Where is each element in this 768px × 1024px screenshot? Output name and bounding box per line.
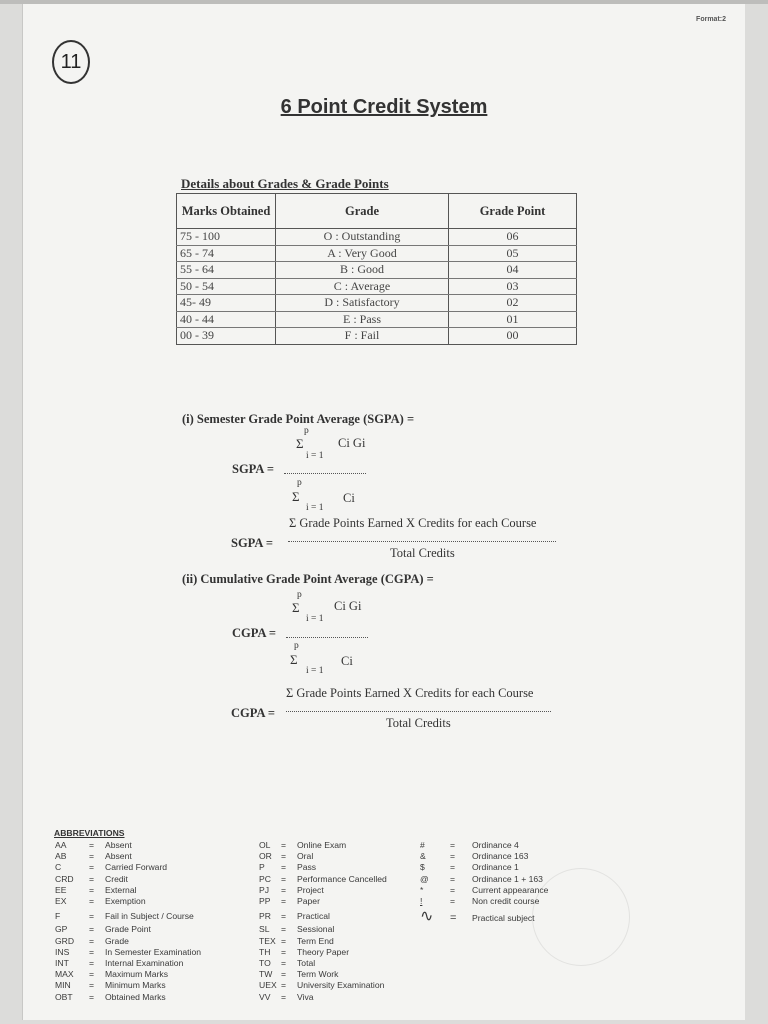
cgpa-denominator: Ci (341, 654, 353, 668)
abbr-key: ! (420, 896, 423, 907)
abbr-key: MIN (55, 980, 71, 991)
abbr-item (259, 911, 387, 922)
abbr-value: Viva (297, 991, 314, 1002)
abbr-key: OR (259, 851, 272, 862)
table-row (177, 262, 577, 279)
abbr-value: Term Work (297, 969, 339, 980)
abbr-item (259, 862, 387, 873)
abbr-eq: = (89, 851, 95, 862)
abbr-key: SL (259, 924, 270, 935)
sgpa-upper-limit: p (304, 426, 309, 436)
abbr-eq: = (89, 862, 95, 873)
abbr-item (259, 992, 387, 1003)
abbr-eq: = (281, 851, 287, 862)
grade-point-cell: 05 (449, 245, 577, 262)
abbr-value: Current appearance (472, 884, 549, 895)
abbr-eq: = (281, 980, 287, 991)
abbr-value: Online Exam (297, 840, 347, 850)
abbr-eq: = (89, 924, 95, 935)
abbr-item (259, 924, 387, 935)
abbr-eq: = (450, 884, 456, 895)
abbr-value: Ordinance 163 (472, 851, 529, 862)
abbr-eq: = (89, 958, 95, 969)
abbr-eq: = (89, 873, 95, 884)
header-grade: Grade (276, 194, 449, 229)
header-marks: Marks Obtained (177, 194, 276, 229)
abbr-item (259, 958, 387, 969)
header-grade-point: Grade Point (449, 194, 577, 229)
abbr-key: GP (55, 924, 68, 935)
abbr-value: Performance Cancelled (297, 873, 387, 884)
abbr-key: TO (259, 958, 271, 969)
cgpa-fraction-bar (286, 637, 368, 638)
abbr-key: PP (259, 896, 271, 907)
grade-cell: O : Outstanding (276, 229, 449, 246)
sgpa-lower-limit-denominator: i = 1 (306, 503, 324, 513)
cgpa-label: CGPA = (232, 626, 277, 640)
format-label: Format:2 (696, 16, 726, 23)
abbr-eq: = (89, 969, 95, 980)
abbreviations-column-3 (420, 840, 548, 924)
abbr-eq: = (450, 851, 456, 862)
abbr-eq: = (281, 896, 287, 907)
abbr-value: Sessional (297, 924, 335, 935)
abbr-value: Theory Paper (297, 946, 350, 957)
grade-cell: C : Average (276, 278, 449, 295)
cgpa-text-denominator: Total Credits (386, 716, 451, 730)
abbr-value: Term End (297, 935, 334, 946)
abbr-value: Absent (105, 840, 132, 850)
abbr-key: P (259, 862, 265, 873)
abbr-eq: = (281, 873, 287, 884)
abbr-item (55, 992, 201, 1003)
abbr-key: & (420, 851, 426, 862)
abbr-key: EE (55, 884, 67, 895)
abbr-eq: = (281, 969, 287, 980)
abbr-value: Practical (297, 911, 330, 922)
abbr-eq: = (281, 840, 287, 850)
abbr-item (420, 874, 548, 885)
abbr-key: PR (259, 911, 271, 922)
abbr-value: Credit (105, 873, 128, 884)
abbr-eq: = (450, 873, 456, 884)
abbr-item (420, 885, 548, 896)
abbr-item (259, 851, 387, 862)
abbreviations-title: ABBREVIATIONS (54, 828, 125, 838)
table-row (177, 295, 577, 312)
abbr-eq: = (89, 911, 95, 922)
abbr-item (259, 840, 387, 851)
handwritten-page-number: 11 (52, 40, 90, 84)
abbr-eq: = (281, 991, 287, 1002)
abbr-key: TH (259, 946, 271, 957)
abbr-key: * (420, 884, 424, 895)
abbr-key: OL (259, 840, 271, 850)
abbr-item (259, 896, 387, 907)
abbr-item (55, 862, 201, 873)
abbr-value: Exemption (105, 896, 146, 907)
abbr-value: Grade (105, 935, 129, 946)
abbr-value: Grade Point (105, 924, 151, 935)
abbr-item (55, 947, 201, 958)
grade-cell: D : Satisfactory (276, 295, 449, 312)
abbr-eq: = (89, 840, 95, 850)
abbr-key: GRD (55, 935, 75, 946)
abbr-value: Non credit course (472, 896, 540, 907)
abbreviations-column-1 (55, 840, 201, 1003)
abbr-item (259, 947, 387, 958)
marks-cell: 45- 49 (177, 295, 276, 312)
marks-cell: 40 - 44 (177, 311, 276, 328)
cgpa-heading: (ii) Cumulative Grade Point Average (CGPA) = (182, 572, 434, 586)
abbr-eq: = (89, 935, 95, 946)
abbr-value: Maximum Marks (105, 969, 169, 980)
abbr-item (420, 896, 548, 907)
abbr-key: AB (55, 851, 67, 862)
abbr-item (259, 980, 387, 991)
abbr-item (420, 908, 548, 926)
abbr-key: @ (420, 873, 429, 884)
table-row (177, 229, 577, 246)
cgpa-sigma-numerator: Σ (292, 600, 300, 615)
abbr-eq: = (89, 884, 95, 895)
marks-cell: 65 - 74 (177, 245, 276, 262)
sgpa-text-denominator: Total Credits (390, 546, 455, 560)
abbr-key: F (55, 911, 61, 922)
cgpa-upper-limit-denominator: p (294, 641, 299, 651)
abbr-value: External (105, 884, 137, 895)
sgpa-numerator: Ci Gi (338, 436, 366, 450)
abbr-item (55, 980, 201, 991)
abbr-key: VV (259, 991, 271, 1002)
abbr-value: Ordinance 1 (472, 862, 519, 873)
abbr-value: Internal Examination (105, 958, 184, 969)
cgpa-numerator: Ci Gi (334, 599, 362, 613)
sgpa-sigma-denominator: Σ (292, 489, 300, 504)
marks-cell: 00 - 39 (177, 328, 276, 345)
abbr-eq: = (281, 924, 287, 935)
abbr-item (420, 862, 548, 873)
cgpa-sigma-denominator: Σ (290, 652, 298, 667)
abbr-value: Ordinance 1 + 163 (472, 873, 543, 884)
table-row (177, 328, 577, 345)
abbr-key: UEX (259, 980, 277, 991)
table-row (177, 245, 577, 262)
abbr-eq: = (450, 896, 456, 907)
abbr-value: Obtained Marks (105, 991, 166, 1002)
abbr-key-practical-symbol: ∿ (420, 908, 434, 926)
abbr-key: PJ (259, 884, 270, 895)
abbr-item (55, 924, 201, 935)
grade-point-cell: 03 (449, 278, 577, 295)
abbr-item (55, 911, 201, 922)
sgpa-upper-limit-denominator: p (297, 478, 302, 488)
cgpa-lower-limit: i = 1 (306, 614, 324, 624)
grade-cell: F : Fail (276, 328, 449, 345)
abbr-eq: = (89, 991, 95, 1002)
abbr-value: Minimum Marks (105, 980, 166, 991)
cgpa-text-numerator: Σ Grade Points Earned X Credits for each Course (286, 686, 534, 700)
abbr-item (259, 874, 387, 885)
cgpa-lower-limit-denominator: i = 1 (306, 666, 324, 676)
sgpa-sigma-numerator: Σ (296, 436, 304, 451)
cgpa-label-text: CGPA = (231, 706, 276, 720)
abbr-item (420, 840, 548, 851)
grade-point-cell: 00 (449, 328, 577, 345)
cgpa-upper-limit: p (297, 590, 302, 600)
abbr-key: EX (55, 896, 67, 907)
abbr-eq: = (281, 946, 287, 957)
abbr-value: Carried Forward (105, 862, 168, 873)
marks-cell: 50 - 54 (177, 278, 276, 295)
grade-cell: E : Pass (276, 311, 449, 328)
grade-cell: B : Good (276, 262, 449, 279)
sgpa-text-numerator: Σ Grade Points Earned X Credits for each Course (289, 516, 537, 530)
abbr-key: PC (259, 873, 271, 884)
abbr-value: Oral (297, 851, 314, 862)
abbr-value: Practical subject (472, 913, 535, 924)
sgpa-lower-limit: i = 1 (306, 451, 324, 461)
abbr-key: TW (259, 969, 273, 980)
abbr-item (55, 896, 201, 907)
abbr-eq: = (281, 862, 287, 873)
abbr-item (259, 969, 387, 980)
grade-point-cell: 01 (449, 311, 577, 328)
abbr-key: C (55, 862, 62, 873)
abbr-item (55, 958, 201, 969)
sgpa-denominator: Ci (343, 491, 355, 505)
sgpa-heading: (i) Semester Grade Point Average (SGPA) = (182, 412, 415, 426)
abbr-item (55, 840, 201, 851)
grade-point-cell: 04 (449, 262, 577, 279)
abbr-eq: = (89, 980, 95, 991)
abbr-eq: = (450, 840, 456, 850)
abbreviations-column-2 (259, 840, 387, 1003)
abbr-eq: = (281, 958, 287, 969)
table-caption: Details about Grades & Grade Points (181, 176, 389, 191)
abbr-value: Paper (297, 896, 320, 907)
abbr-eq: = (450, 862, 456, 873)
abbr-item (55, 936, 201, 947)
abbr-value: Fail in Subject / Course (105, 911, 194, 922)
marks-cell: 75 - 100 (177, 229, 276, 246)
abbr-eq: = (281, 935, 287, 946)
sgpa-fraction-bar (284, 473, 366, 474)
abbr-value: Absent (105, 851, 132, 862)
abbr-item (55, 874, 201, 885)
abbr-key: MAX (55, 969, 74, 980)
abbr-key: # (420, 840, 425, 850)
sgpa-text-fraction-bar (288, 541, 556, 542)
abbr-eq: = (281, 911, 287, 922)
table-row (177, 278, 577, 295)
abbr-value: University Examination (297, 980, 385, 991)
abbr-item (55, 885, 201, 896)
abbr-item (259, 885, 387, 896)
abbr-eq: = (89, 946, 95, 957)
abbr-key: OBT (55, 991, 73, 1002)
marks-cell: 55 - 64 (177, 262, 276, 279)
grade-point-cell: 06 (449, 229, 577, 246)
abbr-eq: = (450, 912, 457, 925)
sgpa-label: SGPA = (232, 462, 274, 476)
table-row (177, 311, 577, 328)
abbr-value: Project (297, 884, 324, 895)
abbr-value: In Semester Examination (105, 946, 202, 957)
abbr-key: CRD (55, 873, 74, 884)
abbr-key: TEX (259, 935, 276, 946)
cgpa-text-fraction-bar (286, 711, 551, 712)
abbr-key: $ (420, 862, 425, 873)
abbr-value: Ordinance 4 (472, 840, 519, 850)
abbr-value: Pass (297, 862, 317, 873)
grade-point-cell: 02 (449, 295, 577, 312)
abbr-key: INS (55, 946, 70, 957)
abbr-item (420, 851, 548, 862)
sgpa-label-text: SGPA = (231, 536, 273, 550)
page-title: 6 Point Credit System (280, 96, 488, 118)
abbr-key: INT (55, 958, 69, 969)
abbr-item (55, 969, 201, 980)
abbr-eq: = (281, 884, 287, 895)
grade-cell: A : Very Good (276, 245, 449, 262)
abbr-eq: = (89, 896, 95, 907)
abbr-item (259, 936, 387, 947)
abbr-value: Total (297, 958, 316, 969)
grades-table (176, 193, 577, 345)
abbr-item (55, 851, 201, 862)
table-header-row (177, 194, 577, 229)
abbr-key: AA (55, 840, 67, 850)
